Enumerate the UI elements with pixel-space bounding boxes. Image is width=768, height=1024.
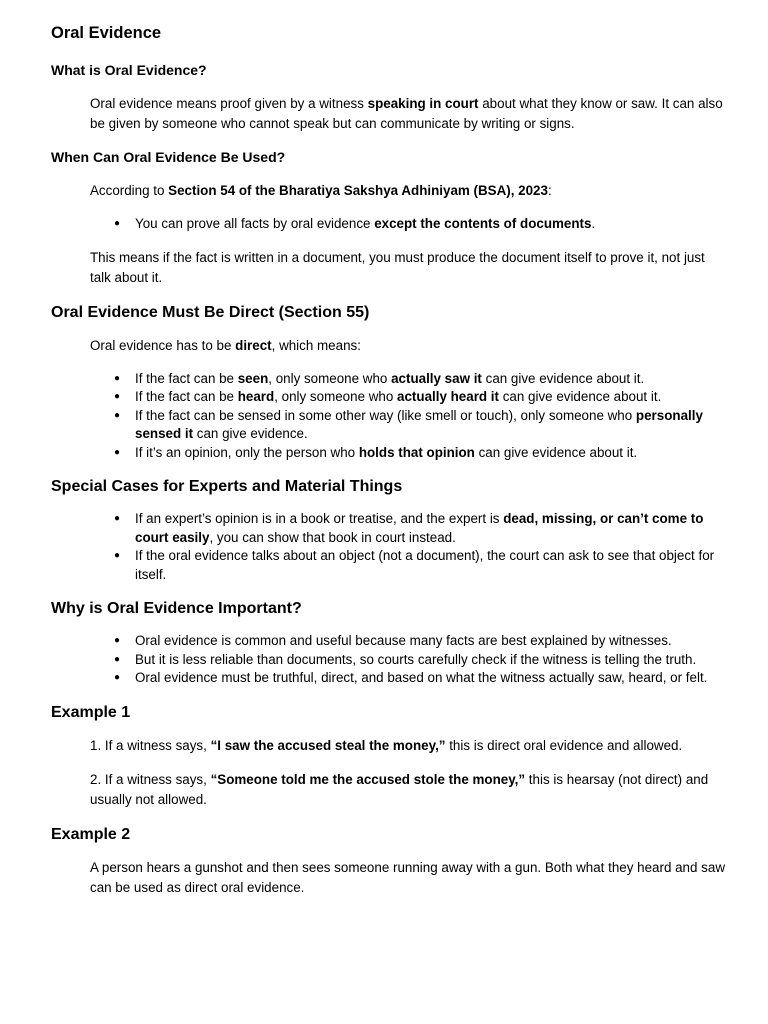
paragraph-direct: Oral evidence has to be direct, which means:	[90, 337, 361, 353]
list-item: ● You can prove all facts by oral evidence except the contents of documents.	[135, 215, 728, 234]
list-item: ● If the fact can be heard, only someone who actually heard it can give evidence about it.	[135, 388, 728, 407]
bullet-list-special-cases	[51, 510, 728, 584]
section-heading-example-1: Example 1	[51, 703, 131, 721]
list-item: ● If the fact can be sensed in some other way (like smell or touch), only someone who personally sensed it can give evidence.	[135, 407, 728, 444]
list-item: ● Oral evidence must be truthful, direct, and based on what the witness actually saw, heard, or felt.	[135, 669, 728, 688]
page-title: Oral Evidence	[51, 24, 162, 42]
section-heading-special-cases: Special Cases for Experts and Material Things	[51, 478, 403, 495]
paragraph-example-2: A person hears a gunshot and then sees someone running away with a gun. Both what they heard and saw can be used as direct oral evidence.	[90, 859, 725, 895]
paragraph-example-1-hearsay: 2. If a witness says, “Someone told me the accused stole the money,” this is hearsay (not direct) and usually not allowed.	[90, 771, 709, 807]
bullet-list-direct	[51, 370, 728, 463]
bullet-list-importance	[51, 632, 728, 688]
section-heading-importance: Why is Oral Evidence Important?	[51, 600, 302, 617]
list-item: ● If the fact can be seen, only someone who actually saw it can give evidence about it.	[135, 370, 728, 389]
section-heading-example-2: Example 2	[51, 825, 131, 843]
list-item: ● Oral evidence is common and useful because many facts are best explained by witnesses.	[135, 632, 728, 651]
paragraph-example-1-direct: 1. If a witness says, “I saw the accused steal the money,” this is direct oral evidence and allowed.	[90, 737, 683, 753]
section-heading-what-is: What is Oral Evidence?	[51, 62, 207, 78]
list-item: ● If an expert’s opinion is in a book or treatise, and the expert is dead, missing, or can’t come to court easily, you can show that book in court instead.	[135, 510, 728, 547]
paragraph-definition: Oral evidence means proof given by a witness speaking in court about what they know or saw. It can also be given by someone who cannot speak but can communicate by writing or signs.	[90, 96, 723, 131]
bullet-list-section-54	[51, 215, 728, 234]
paragraph-section-54: According to Section 54 of the Bharatiya Sakshya Adhiniyam (BSA), 2023:	[90, 183, 552, 198]
list-item: ● But it is less reliable than documents, so courts carefully check if the witness is telling the truth.	[135, 651, 728, 670]
paragraph-document-proof: This means if the fact is written in a document, you must produce the document itself to prove it, not just talk about it.	[90, 249, 705, 285]
list-item: ● If it’s an opinion, only the person who holds that opinion can give evidence about it.	[135, 444, 728, 463]
list-item: ● If the oral evidence talks about an object (not a document), the court can ask to see that object for itself.	[135, 547, 728, 584]
section-heading-when-used: When Can Oral Evidence Be Used?	[51, 149, 286, 165]
section-heading-must-be-direct: Oral Evidence Must Be Direct (Section 55)	[51, 303, 370, 321]
